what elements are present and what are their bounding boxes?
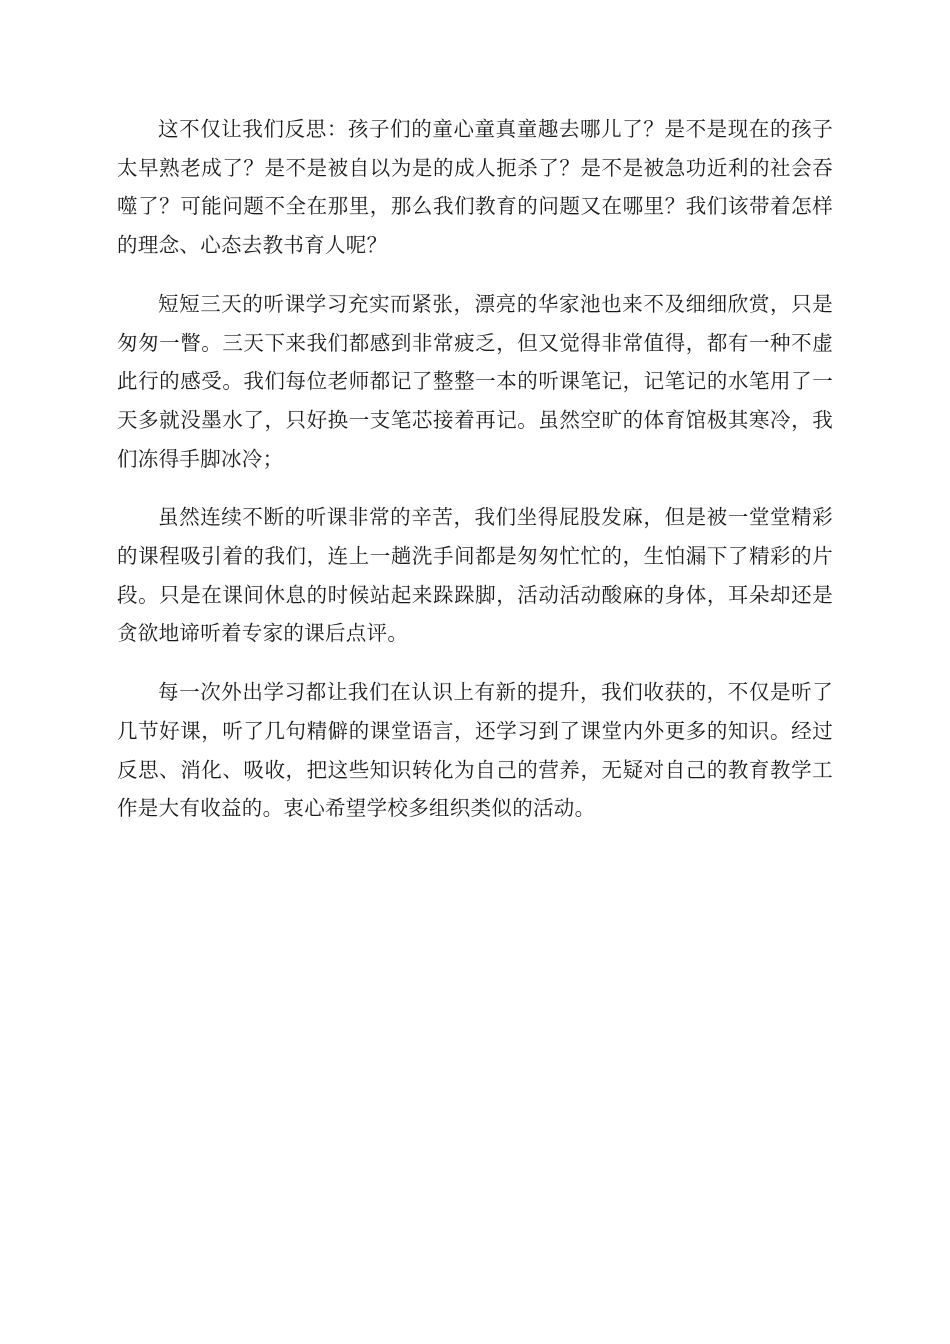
paragraph-hard-work: 虽然连续不断的听课非常的辛苦，我们坐得屁股发麻，但是被一堂堂精彩的课程吸引着的我们，连上一趟洗手间都是匆匆忙忙的，生怕漏下了精彩的片段。只是在课间休息的时候站起来跺跺脚，活动活动酸麻的身体，耳朵却还是贪欲地谛听着专家的课后点评。 bbox=[117, 505, 833, 646]
paragraph-gains: 每一次外出学习都让我们在认识上有新的提升，我们收获的，不仅是听了几节好课，听了几句精僻的课堂语言，还学习到了课堂内外更多的知识。经过反思、消化、吸收，把这些知识转化为自己的营养，无疑对自己的教育教学工作是大有收益的。衷心希望学校多组织类似的活动。 bbox=[117, 680, 833, 821]
document-body bbox=[117, 110, 833, 848]
paragraph-three-days: 短短三天的听课学习充实而紧张，漂亮的华家池也来不及细细欣赏，只是匆匆一瞥。三天下来我们都感到非常疲乏，但又觉得非常值得，都有一种不虚此行的感受。我们每位老师都记了整整一本的听课笔记，记笔记的水笔用了一天多就没墨水了，只好换一支笔芯接着再记。虽然空旷的体育馆极其寒冷，我们冻得手脚冰冷； bbox=[117, 291, 833, 471]
paragraph-reflection: 这不仅让我们反思：孩子们的童心童真童趣去哪儿了？是不是现在的孩子太早熟老成了？是不是被自以为是的成人扼杀了？是不是被急功近利的社会吞噬了？可能问题不全在那里，那么我们教育的问题又在哪里？我们该带着怎样的理念、心态去教书育人呢？ bbox=[117, 117, 833, 258]
